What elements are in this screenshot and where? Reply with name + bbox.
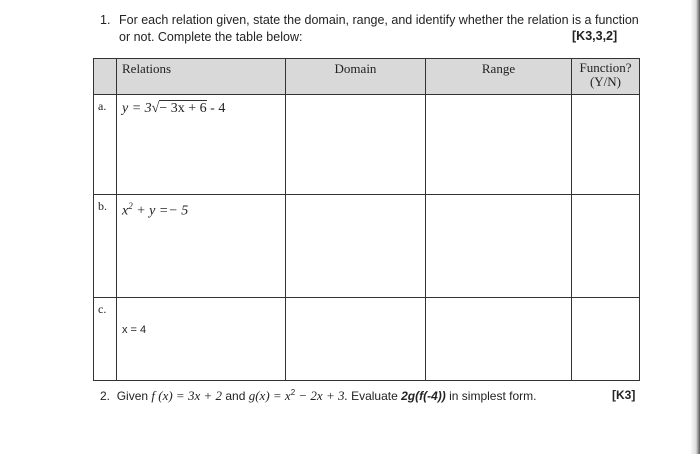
row-label: c. [94, 298, 117, 381]
relation-cell: y = 3√− 3x + 6 - 4 [117, 95, 286, 195]
question-number: 2. [100, 389, 111, 403]
q2-f: f (x) = 3x + 2 [151, 388, 222, 403]
q2-given: Given [116, 389, 149, 403]
relations-table [93, 58, 640, 381]
function-answer-cell[interactable] [572, 298, 640, 381]
page-edge-shadow [690, 0, 700, 454]
header-function [572, 59, 640, 95]
header-blank [94, 59, 117, 95]
relation-cell [117, 298, 286, 381]
relation-c: x = 4 [122, 324, 147, 336]
header-domain: Domain [286, 59, 426, 95]
q2-and: and [225, 389, 246, 403]
function-answer-cell[interactable] [572, 95, 640, 195]
question-text-line2: or not. Complete the table below: [119, 30, 303, 44]
relation-a-root: − 3x + 6 [159, 101, 207, 116]
header-range: Range [426, 59, 572, 95]
function-answer-cell[interactable] [572, 195, 640, 298]
domain-answer-cell[interactable] [286, 95, 426, 195]
q2-g-post: − 2x + 3. [295, 388, 348, 403]
relation-cell [117, 195, 286, 298]
relation-b-rest: + y =− 5 [132, 203, 189, 219]
table-row [94, 95, 640, 195]
q2-g-exp: 2 [290, 388, 296, 397]
q2-expression: 2g(f(-4)) [401, 389, 446, 403]
relation-b-base: x [122, 203, 129, 219]
q2-tail: in simplest form. [449, 389, 537, 403]
question-text-line1: For each relation given, state the domain, range, and identify whether the relation is a function [119, 13, 639, 27]
table-row [94, 298, 640, 381]
range-answer-cell[interactable] [426, 298, 572, 381]
header-relations: Relations [117, 59, 286, 95]
question-1-marks: [K3,3,2] [572, 29, 618, 43]
range-answer-cell[interactable] [426, 95, 572, 195]
row-label: b. [94, 195, 117, 298]
header-yn: (Y/N) [589, 74, 622, 89]
q2-evaluate: Evaluate [351, 389, 398, 403]
table-row [94, 195, 640, 298]
question-2-marks: [K3] [612, 388, 636, 402]
question-2 [100, 388, 536, 404]
relation-a-pre: y = 3 [122, 101, 152, 116]
q2-g-pre: g(x) = x [248, 388, 291, 403]
table-header-row [94, 59, 640, 95]
relation-a-post: - 4 [206, 101, 226, 116]
range-answer-cell[interactable] [426, 195, 572, 298]
domain-answer-cell[interactable] [286, 195, 426, 298]
header-function-label: Function? [579, 60, 632, 75]
relation-b-exp: 2 [128, 201, 133, 211]
row-label: a. [94, 95, 117, 195]
domain-answer-cell[interactable] [286, 298, 426, 381]
question-number: 1. [100, 13, 111, 27]
